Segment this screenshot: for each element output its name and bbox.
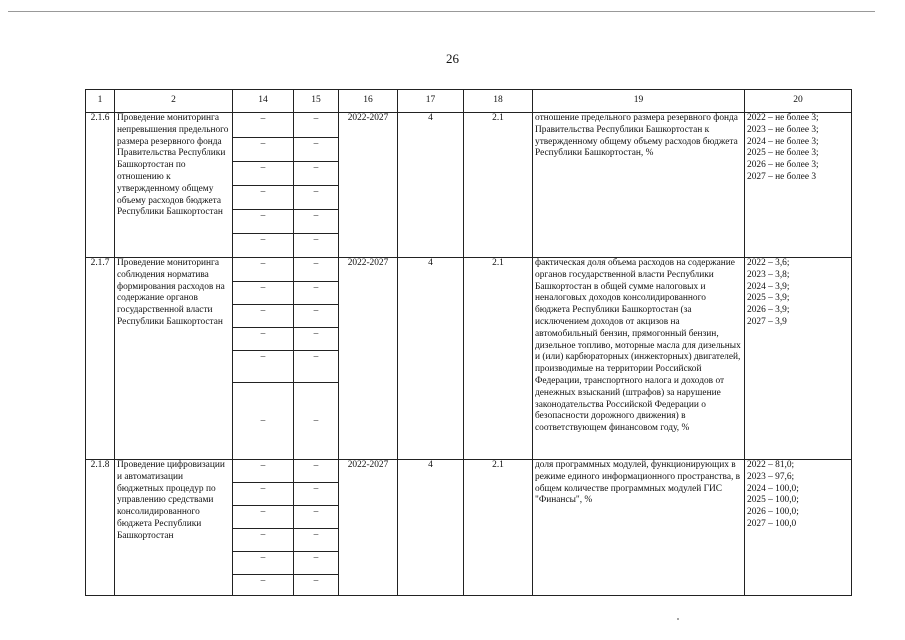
header-cell: 17 xyxy=(398,90,464,113)
col18-cell: 2.1 xyxy=(464,460,533,596)
target-line: 2024 – не более 3; xyxy=(747,136,819,147)
targets-cell xyxy=(745,258,852,460)
period-cell: 2022-2027 xyxy=(339,258,398,460)
dash-text: – xyxy=(313,415,319,426)
dash-cell xyxy=(294,138,339,162)
col17-cell: 4 xyxy=(398,258,464,460)
targets-cell xyxy=(745,460,852,596)
dash-text: – xyxy=(313,187,319,197)
header-cell: 15 xyxy=(294,90,339,113)
dash-text: – xyxy=(260,306,266,316)
dash-cell xyxy=(294,113,339,138)
dash-text: – xyxy=(313,461,319,471)
dash-cell xyxy=(294,162,339,186)
top-rule xyxy=(8,11,875,12)
target-line: 2027 – 100,0 xyxy=(747,518,797,529)
measure-name: Проведение цифровизации и автоматизации бюджетных процедур по управлению средствами консолидированного бюджета Республики Башкортостан xyxy=(115,460,233,596)
dash-text: – xyxy=(260,259,266,269)
dash-cell xyxy=(233,162,294,186)
dash-text: – xyxy=(313,352,319,362)
target-line: 2025 – 3,9; xyxy=(747,293,790,304)
dash-cell xyxy=(233,186,294,210)
dash-cell xyxy=(294,483,339,506)
header-cell: 20 xyxy=(745,90,852,113)
measure-name: Проведение мониторинга соблюдения норматива формирования расходов на содержание органов государственной власти Республики Башкортостан xyxy=(115,258,233,460)
dash-text: – xyxy=(313,211,319,221)
dash-text: – xyxy=(260,114,266,124)
dash-cell xyxy=(233,258,294,282)
dash-cell xyxy=(233,328,294,351)
dash-cell xyxy=(233,138,294,162)
target-line: 2027 – не более 3 xyxy=(747,171,817,182)
dash-cell xyxy=(233,234,294,258)
dash-text: – xyxy=(260,484,266,494)
col18-cell: 2.1 xyxy=(464,113,533,258)
indicator-cell: отношение предельного размера резервного фонда Правительства Республики Башкортостан к утвержденному общему объему расходов бюджета Республики Башкортостан, % xyxy=(533,113,745,258)
dash-cell xyxy=(233,210,294,234)
dash-cell xyxy=(294,351,339,383)
dash-text: – xyxy=(260,163,266,173)
dash-text: – xyxy=(260,187,266,197)
header-cell: 2 xyxy=(115,90,233,113)
dash-text: – xyxy=(313,163,319,173)
table-row xyxy=(86,258,852,282)
dash-text: – xyxy=(260,530,266,540)
row-number: 2.1.8 xyxy=(86,460,115,596)
dash-text: – xyxy=(260,576,266,586)
dash-cell xyxy=(294,575,339,596)
target-line: 2024 – 3,9; xyxy=(747,281,790,292)
dash-cell xyxy=(233,483,294,506)
target-line: 2024 – 100,0; xyxy=(747,483,799,494)
target-line: 2027 – 3,9 xyxy=(747,316,787,327)
period-cell: 2022-2027 xyxy=(339,460,398,596)
dash-cell xyxy=(294,506,339,529)
dash-cell xyxy=(294,234,339,258)
period-cell: 2022-2027 xyxy=(339,113,398,258)
dash-cell xyxy=(294,529,339,552)
dash-text: – xyxy=(313,259,319,269)
header-cell: 1 xyxy=(86,90,115,113)
targets-cell xyxy=(745,113,852,258)
target-line: 2022 – 3,6; xyxy=(747,258,790,268)
dash-cell xyxy=(233,282,294,305)
target-line: 2022 – не более 3; xyxy=(747,113,819,123)
dash-text: – xyxy=(313,484,319,494)
dash-cell xyxy=(294,282,339,305)
measure-name: Проведение мониторинга непревышения предельного размера резервного фонда Правительства Республики Башкортостан по отношению к утвержденному общему объему расходов бюджета Республики Башкортостан xyxy=(115,113,233,258)
dash-text: – xyxy=(313,306,319,316)
dash-text: – xyxy=(313,235,319,245)
dash-cell xyxy=(233,351,294,383)
dash-cell xyxy=(294,210,339,234)
dash-cell xyxy=(294,186,339,210)
dash-cell xyxy=(233,529,294,552)
target-line: 2026 – не более 3; xyxy=(747,160,819,171)
col17-cell: 4 xyxy=(398,460,464,596)
indicator-cell: доля программных модулей, функционирующих в режиме единого информационного пространства, в общем количестве программных модулей ГИС "Финансы", % xyxy=(533,460,745,596)
header-cell: 14 xyxy=(233,90,294,113)
dash-text: – xyxy=(313,553,319,563)
header-cell: 16 xyxy=(339,90,398,113)
target-line: 2023 – 97,6; xyxy=(747,471,795,482)
header-cell: 18 xyxy=(464,90,533,113)
table-row xyxy=(86,113,852,138)
target-line: 2025 – не более 3; xyxy=(747,148,819,159)
dash-text: – xyxy=(260,211,266,221)
header-row xyxy=(86,90,852,113)
dash-cell xyxy=(233,575,294,596)
dash-text: – xyxy=(260,283,266,293)
indicator-cell: фактическая доля объема расходов на содержание органов государственной власти Республики Башкортостан в общей сумме налоговых и неналоговых доходов консолидированного бюджета Республики Башкортостан (за исключением доходов от акцизов на автомобильный бензин, прямогонный бензин, дизельное топливо, моторные масла для дизельных и (или) карбюраторных (инжекторных) двигателей, производимые на территории Российской Федерации, транспортного налога и доходов от денежных взысканий (штрафов) за нарушение законодательства Российской Федерации о безопасности дорожного движения) в соответствующем финансовом году, % xyxy=(533,258,745,460)
target-line: 2022 – 81,0; xyxy=(747,460,795,470)
target-line: 2026 – 3,9; xyxy=(747,305,790,316)
dash-text: – xyxy=(260,553,266,563)
program-table xyxy=(85,89,852,596)
col17-cell: 4 xyxy=(398,113,464,258)
dash-cell xyxy=(294,383,339,460)
dash-text: – xyxy=(260,461,266,471)
dash-text: – xyxy=(313,329,319,339)
target-line: 2023 – не более 3; xyxy=(747,124,819,135)
dash-cell xyxy=(294,552,339,575)
dash-text: – xyxy=(313,530,319,540)
target-line: 2026 – 100,0; xyxy=(747,507,799,518)
dash-text: – xyxy=(260,139,266,149)
scan-speck xyxy=(677,618,679,620)
dash-text: – xyxy=(313,576,319,586)
row-number: 2.1.6 xyxy=(86,113,115,258)
dash-text: – xyxy=(313,139,319,149)
table-row xyxy=(86,460,852,483)
dash-text: – xyxy=(260,507,266,517)
dash-text: – xyxy=(260,329,266,339)
dash-text: – xyxy=(260,415,266,426)
dash-text: – xyxy=(313,114,319,124)
row-number: 2.1.7 xyxy=(86,258,115,460)
dash-cell xyxy=(233,383,294,460)
dash-text: – xyxy=(260,352,266,362)
dash-cell xyxy=(294,305,339,328)
dash-cell xyxy=(233,305,294,328)
target-line: 2023 – 3,8; xyxy=(747,269,790,280)
page-number: 26 xyxy=(446,51,459,66)
header-cell: 19 xyxy=(533,90,745,113)
dash-text: – xyxy=(260,235,266,245)
dash-cell xyxy=(233,552,294,575)
dash-cell xyxy=(233,460,294,483)
target-line: 2025 – 100,0; xyxy=(747,495,799,506)
dash-text: – xyxy=(313,283,319,293)
dash-cell xyxy=(294,258,339,282)
dash-cell xyxy=(294,460,339,483)
col18-cell: 2.1 xyxy=(464,258,533,460)
dash-cell xyxy=(233,506,294,529)
dash-cell xyxy=(294,328,339,351)
dash-text: – xyxy=(313,507,319,517)
dash-cell xyxy=(233,113,294,138)
